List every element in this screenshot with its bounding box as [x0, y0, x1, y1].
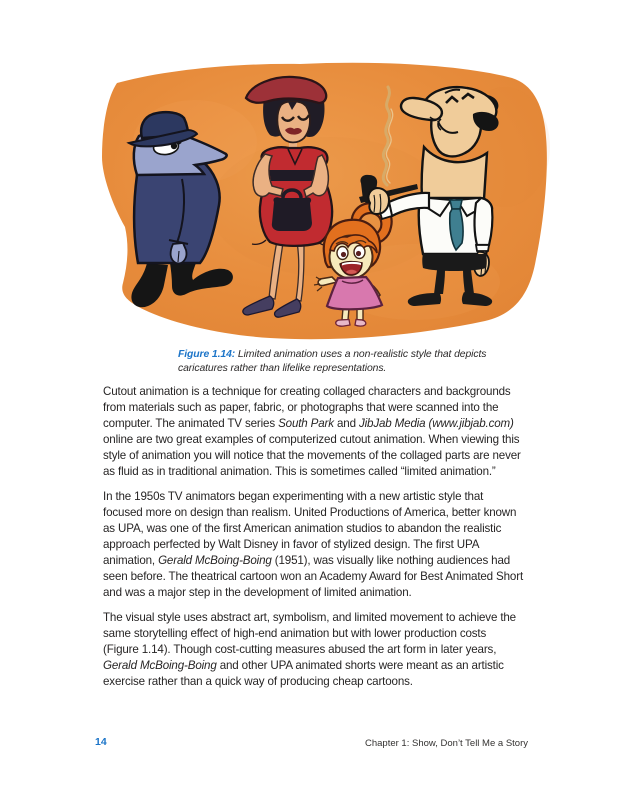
mother-handbag	[272, 197, 312, 231]
body-paragraph: In the 1950s TV animators began experimenting with a new artistic style that focused more on design than realism. United Productions of America, better known as UPA, was one of the first American animation studios to abandon the realistic approach perfected by Walt Disney in favor of stylized design. The first UPA animation, Gerald McBoing-Boing (1951), was visually like nothing audiences had seen before. The theatrical cartoon won an Academy Award for Best Animated Short and was a major step in the development of limited animation.	[103, 490, 524, 599]
father-trousers	[422, 254, 487, 271]
figure-caption	[178, 348, 534, 375]
girl-left-pupil	[341, 252, 346, 257]
girl-right-pupil	[356, 251, 361, 256]
father-tie-knot	[450, 200, 462, 209]
footer-page-number: 14	[95, 736, 107, 748]
body-paragraphs	[103, 384, 523, 699]
footer-chapter-title: Chapter 1: Show, Don’t Tell Me a Story	[365, 738, 528, 749]
body-paragraph: Cutout animation is a technique for creating collaged characters and backgrounds from materials such as paper, fabric, or photographs that were scanned into the computer. The animated TV series South Park and JibJab Media (www.jibjab.com) online are two great examples of computerized cutout animation. When viewing this style of animation you will notice that the movements of the collaged parts are never as fluid as in traditional animation. This is sometimes called “limited animation.”	[103, 385, 521, 478]
father-left-hand	[368, 188, 389, 214]
mother-face	[277, 101, 310, 142]
body-paragraph: The visual style uses abstract art, symbolism, and limited movement to achieve the same storytelling effect of high-end animation but with lower production costs (Figure 1.14). Though cost-cutting measures abused the art form in later years, Gerald McBoing-Boing and other UPA animated shorts were meant as an artistic exercise rather than a quick way of producing cheap cartoons.	[103, 611, 516, 688]
girl-right-shoe	[355, 320, 366, 327]
father-right-cuff	[476, 245, 489, 251]
figure-illustration-svg	[85, 57, 550, 347]
figure-illustration	[85, 57, 550, 347]
girl-left-shoe	[336, 320, 350, 327]
figure-caption-label: Figure 1.14:	[178, 349, 236, 360]
father-right-sleeve	[475, 198, 493, 245]
figure-caption-text: Limited animation uses a non-realistic style that depicts caricatures rather than lifelike representations.	[178, 349, 487, 374]
